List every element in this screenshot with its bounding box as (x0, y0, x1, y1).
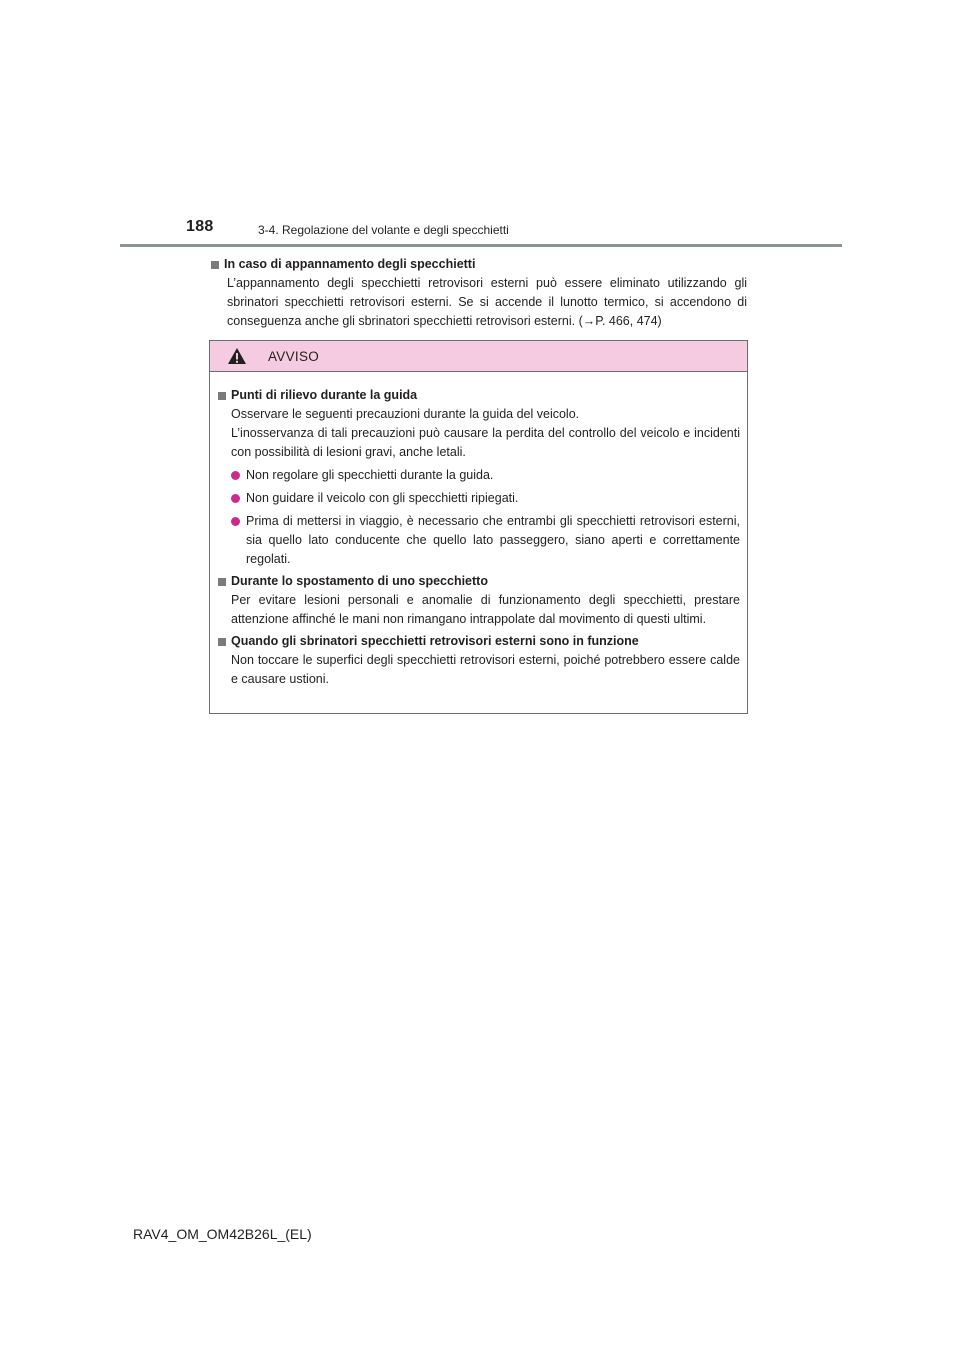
circle-bullet-icon (231, 471, 240, 480)
bullet-text: Non regolare gli specchietti durante la guida. (246, 468, 494, 482)
warning-body (210, 372, 747, 689)
intro-heading (211, 255, 747, 274)
intro-text: L’appannamento degli specchietti retrovisori esterni può essere eliminato utilizzando gli sbrinatori specchietti retrovisori esterni. Se si accende il lunotto termico, si accendono di conseguenza anche gli sbrinatori specchietti retrovisori esterni. (→P. 466, 474) (227, 276, 747, 328)
section-title: 3-4. Regolazione del volante e degli specchietti (258, 223, 509, 237)
warning-bullet-item (231, 489, 740, 508)
warning-box (209, 340, 748, 714)
warning-section-title: Quando gli sbrinatori specchietti retrovisori esterni sono in funzione (231, 634, 639, 648)
warning-section-heading (218, 386, 740, 405)
warning-section-title: Durante lo spostamento di uno specchietto (231, 574, 488, 588)
warning-section-heading (218, 632, 740, 651)
square-bullet-icon (218, 578, 226, 586)
warning-section-title: Punti di rilievo durante la guida (231, 388, 418, 402)
warning-paragraph: Osservare le seguenti precauzioni durante la guida del veicolo. (231, 407, 580, 421)
document-id: RAV4_OM_OM42B26L_(EL) (133, 1226, 312, 1242)
circle-bullet-icon (231, 517, 240, 526)
bullet-text: Prima di mettersi in viaggio, è necessario che entrambi gli specchietti retrovisori esterni, sia quello lato conducente che quello lato passeggero, siano aperti e correttamente regolati. (246, 514, 740, 566)
square-bullet-icon (218, 392, 226, 400)
warning-triangle-icon (227, 347, 247, 365)
warning-paragraph: Non toccare le superfici degli specchietti retrovisori esterni, poiché potrebbero essere calde e causare ustioni. (231, 653, 740, 686)
square-bullet-icon (211, 261, 219, 269)
bullet-text: Non guidare il veicolo con gli specchietti ripiegati. (246, 491, 519, 505)
header-rule (120, 244, 842, 247)
circle-bullet-icon (231, 494, 240, 503)
warning-paragraph: Per evitare lesioni personali e anomalie di funzionamento degli specchietti, prestare attenzione affinché le mani non rimangano intrappolate dal movimento di questi ultimi. (231, 593, 740, 626)
warning-bullet-item (231, 466, 740, 485)
warning-bullet-item (231, 512, 740, 569)
page-number: 188 (186, 218, 214, 235)
square-bullet-icon (218, 638, 226, 646)
intro-section (211, 255, 747, 331)
warning-label: AVVISO (268, 348, 320, 364)
warning-section-heading (218, 572, 740, 591)
warning-paragraph: L’inosservanza di tali precauzioni può causare la perdita del controllo del veicolo e incidenti con possibilità di lesioni gravi, anche letali. (231, 426, 740, 459)
warning-header (210, 341, 747, 372)
intro-heading-text: In caso di appannamento degli specchietti (224, 257, 476, 271)
